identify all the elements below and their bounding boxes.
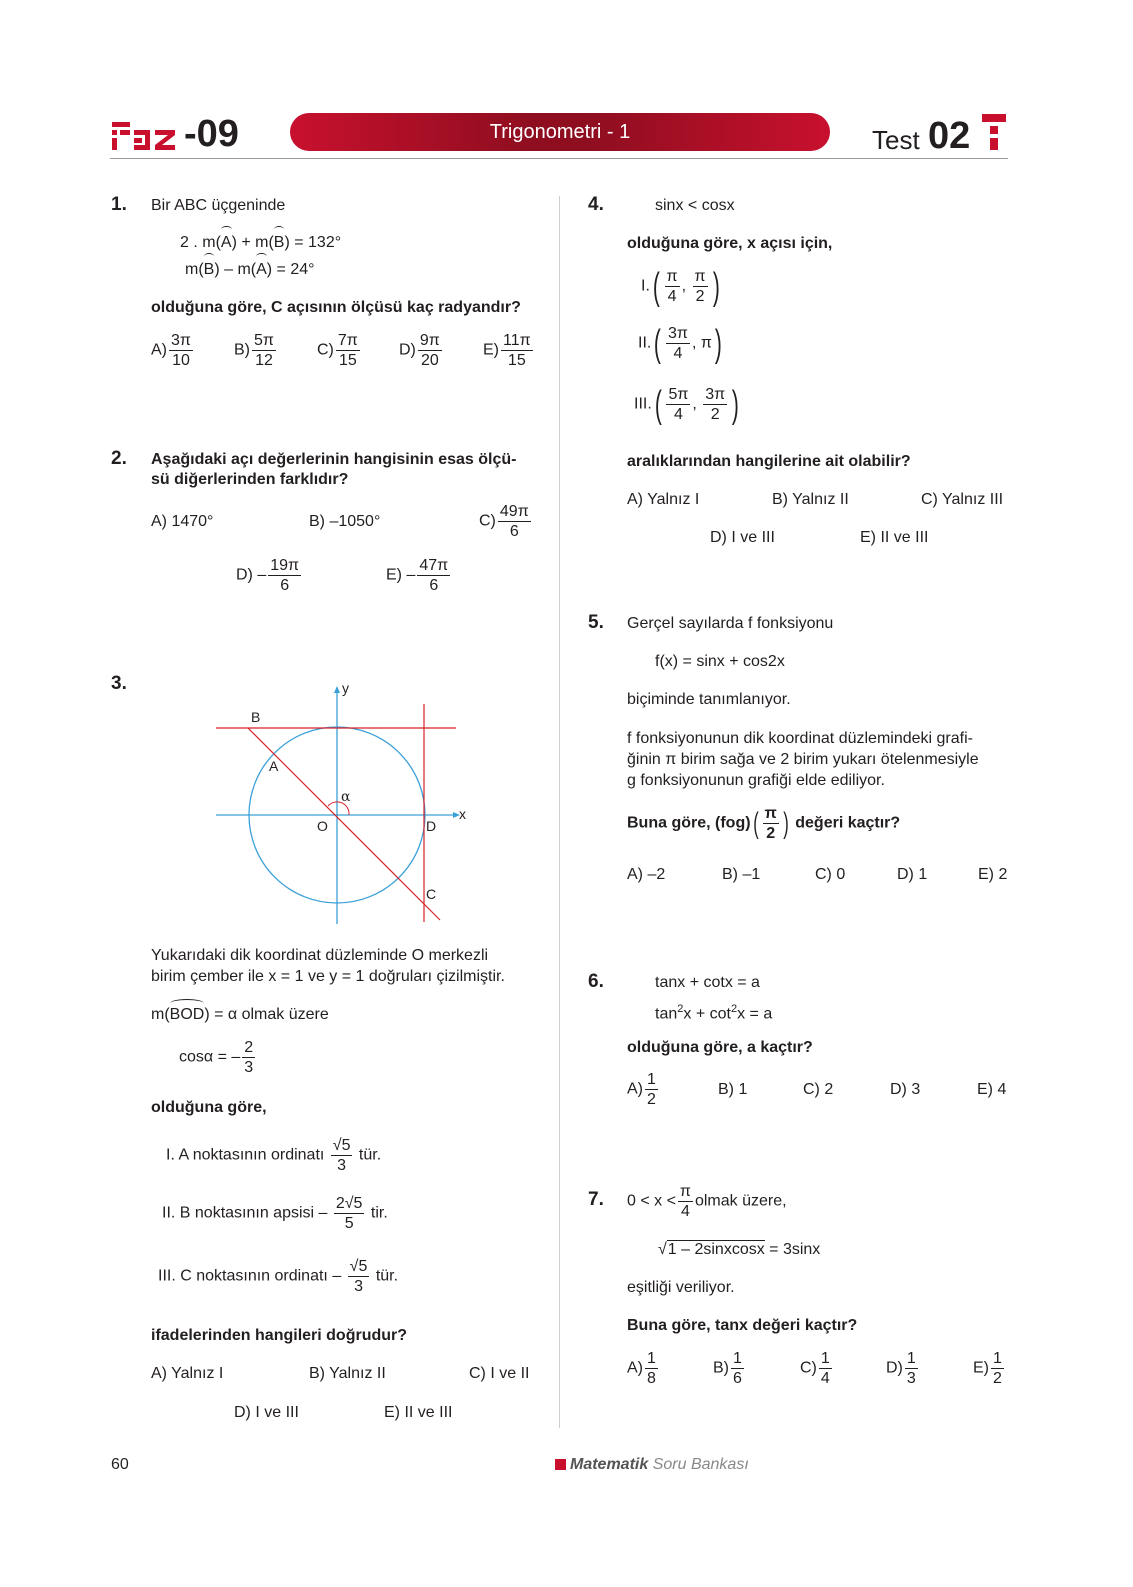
q7-option-a[interactable]: A) $\frac{1}{8}$ xyxy=(627,1350,656,1387)
q7-option-e[interactable]: E) $\frac{1}{2}$ xyxy=(973,1350,1002,1387)
point-c-label: C xyxy=(426,886,437,902)
q3-given: olduğuna göre, xyxy=(151,1099,267,1116)
q4-interval-1: I.( $\frac{\pi}{4}$ , $\frac{\pi}{2}$ ) xyxy=(641,265,720,308)
question-number-3: 3. xyxy=(111,673,127,694)
q6-question: olduğuna göre, a kaçtır? xyxy=(627,1039,813,1056)
q6-option-a[interactable]: A) $\frac{1}{2}$ xyxy=(627,1071,656,1108)
q7-options xyxy=(627,1349,1012,1395)
title-banner xyxy=(290,113,830,151)
q7-option-b[interactable]: B) $\frac{1}{6}$ xyxy=(713,1350,742,1387)
page-number: 60 xyxy=(111,1456,129,1473)
q3-angle-definition: m(BOD) = α olmak üzere xyxy=(151,1006,329,1023)
q1-option-d[interactable]: D) $\frac{9\pi}{20}$ xyxy=(399,332,440,369)
q3-text-line-1: Yukarıdaki dik koordinat düzleminde O merkezli xyxy=(151,947,489,964)
footer-book-name: Soru Bankası xyxy=(652,1456,749,1473)
q6-equation-2: $\tan^2x + \cot^2x = a$ xyxy=(655,1003,773,1023)
point-a-label: A xyxy=(269,758,279,774)
unit-circle-diagram xyxy=(210,676,480,926)
q3-option-d[interactable]: D) I ve III xyxy=(234,1404,299,1421)
q6-option-d[interactable]: D) 3 xyxy=(890,1081,921,1098)
footer-book xyxy=(555,1455,749,1475)
question-number-5: 5. xyxy=(588,612,604,633)
q3-text-line-2: birim çember ile x = 1 ve y = 1 doğruları çizilmiştir. xyxy=(151,968,505,985)
test-label: Test xyxy=(872,125,920,155)
q4-interval-3: III.( $\frac{5\pi}{4}$ , $\frac{3\pi}{2}$ ) xyxy=(634,383,740,426)
faz-logo-mark xyxy=(110,114,180,154)
q3-statement-1: I. A noktasının ordinatı $\frac{√5}{3}$ tür. xyxy=(166,1137,382,1174)
q3-option-a[interactable]: A) Yalnız I xyxy=(151,1365,224,1382)
question-number-2: 2. xyxy=(111,448,127,469)
point-b-label: B xyxy=(251,709,261,725)
q5-intro: Gerçel sayılarda f fonksiyonu xyxy=(627,615,834,632)
header xyxy=(110,108,1010,164)
q5-option-e[interactable]: E) 2 xyxy=(978,866,1008,883)
header-rule xyxy=(110,158,1008,159)
y-axis-arrow-icon xyxy=(334,686,340,693)
q2-question-line-2: sü diğerlerinden farklıdır? xyxy=(151,471,349,488)
alpha-label: α xyxy=(341,789,351,805)
test-logo-mark xyxy=(982,112,1008,152)
q5-defined: biçiminde tanımlanıyor. xyxy=(627,691,791,708)
q1-options xyxy=(151,331,536,377)
q5-paragraph-line-2: ğinin π birim sağa ve 2 birim yukarı ötelenmesiyle xyxy=(627,751,979,768)
q7-question: Buna göre, tanx değeri kaçtır? xyxy=(627,1317,858,1334)
q5-option-a[interactable]: A) –2 xyxy=(627,866,666,883)
q1-intro: Bir ABC üçgeninde xyxy=(151,197,286,214)
q3-option-b[interactable]: B) Yalnız II xyxy=(309,1365,386,1382)
q7-given: eşitliği veriliyor. xyxy=(627,1279,735,1296)
diagonal-line xyxy=(248,728,440,920)
chapter-number: -09 xyxy=(184,113,239,155)
question-number-1: 1. xyxy=(111,194,127,215)
q4-given: olduğuna göre, x açısı için, xyxy=(627,235,833,252)
q7-option-d[interactable]: D) $\frac{1}{3}$ xyxy=(886,1350,916,1387)
q1-option-b[interactable]: B) $\frac{5\pi}{12}$ xyxy=(234,332,274,369)
point-o-label: O xyxy=(317,818,328,834)
q7-equation: √1 – 2sinxcosx = 3sinx xyxy=(658,1241,821,1258)
x-axis-label: x xyxy=(459,806,466,822)
q6-option-c[interactable]: C) 2 xyxy=(803,1081,834,1098)
q2-question-line-1: Aşağıdaki açı değerlerinin hangisinin esas ölçü- xyxy=(151,451,517,468)
q4-option-b[interactable]: B) Yalnız II xyxy=(772,491,849,508)
test-number: 02 xyxy=(928,115,971,157)
page-title: Trigonometri - 1 xyxy=(489,121,631,143)
q4-option-c[interactable]: C) Yalnız III xyxy=(921,491,1004,508)
q4-inequality: sinx < cosx xyxy=(655,197,735,214)
q4-interval-2: II.( $\frac{3\pi}{4}$ , π) xyxy=(638,322,722,365)
q5-paragraph-line-1: f fonksiyonunun dik koordinat düzlemindeki grafi- xyxy=(627,730,973,747)
q4-option-a[interactable]: A) Yalnız I xyxy=(627,491,700,508)
q2-option-d[interactable]: D) – $\frac{19\pi}{6}$ xyxy=(236,557,300,594)
q7-option-c[interactable]: C) $\frac{1}{4}$ xyxy=(800,1350,830,1387)
q3-statement-3: III. C noktasının ordinatı – $\frac{√5}{3}$ tür. xyxy=(158,1258,399,1295)
q2-option-b[interactable]: B) –1050° xyxy=(309,513,381,530)
column-divider xyxy=(559,196,560,1428)
q5-paragraph-line-3: g fonksiyonunun grafiği elde ediliyor. xyxy=(627,772,885,789)
footer-subject: Matematik xyxy=(570,1456,649,1473)
q4-option-e[interactable]: E) II ve III xyxy=(860,529,929,546)
q7-condition: 0 < x < $\frac{\pi}{4}$ olmak üzere, xyxy=(627,1183,787,1220)
q5-option-b[interactable]: B) –1 xyxy=(722,866,761,883)
q1-option-c[interactable]: C) $\frac{7\pi}{15}$ xyxy=(317,332,358,369)
q6-equation-1: tanx + cotx = a xyxy=(655,974,760,991)
q6-option-e[interactable]: E) 4 xyxy=(977,1081,1007,1098)
q1-equation-2: m(B) – m(A) = 24° xyxy=(185,261,315,278)
y-axis-label: y xyxy=(342,680,349,696)
q2-option-c[interactable]: C) $\frac{49\pi}{6}$ xyxy=(479,503,529,540)
q3-question: ifadelerinden hangileri doğrudur? xyxy=(151,1327,408,1344)
point-d-label: D xyxy=(426,818,437,834)
question-number-6: 6. xyxy=(588,971,604,992)
q6-option-b[interactable]: B) 1 xyxy=(718,1081,748,1098)
q5-function: f(x) = sinx + cos2x xyxy=(655,653,785,670)
q2-option-e[interactable]: E) – $\frac{47\pi}{6}$ xyxy=(386,557,449,594)
q3-option-c[interactable]: C) I ve II xyxy=(469,1365,530,1382)
q4-option-d[interactable]: D) I ve III xyxy=(710,529,775,546)
q3-statement-2: II. B noktasının apsisi – $\frac{2√5}{5}$ tir. xyxy=(162,1195,388,1232)
q1-question: olduğuna göre, C açısının ölçüsü kaç radyandır? xyxy=(151,299,521,316)
q1-equation-1: 2 . m(A) + m(B) = 132° xyxy=(180,234,342,251)
question-number-4: 4. xyxy=(588,194,604,215)
q1-option-e[interactable]: E) $\frac{11\pi}{15}$ xyxy=(483,332,531,369)
q4-question: aralıklarından hangilerine ait olabilir? xyxy=(627,453,911,470)
q1-option-a[interactable]: A) $\frac{3\pi}{10}$ xyxy=(151,332,191,369)
footer-square-icon xyxy=(555,1459,566,1470)
q5-option-c[interactable]: C) 0 xyxy=(815,866,846,883)
q2-option-a[interactable]: A) 1470° xyxy=(151,513,214,530)
q3-cos-value: cosα = – $\frac{2}{3}$ xyxy=(179,1039,254,1076)
q5-option-d[interactable]: D) 1 xyxy=(897,866,928,883)
q3-option-e[interactable]: E) II ve III xyxy=(384,1404,453,1421)
q5-question: Buna göre, (fog)( $\frac{\pi}{2}$ ) değeri kaçtır? xyxy=(627,805,901,842)
question-number-7: 7. xyxy=(588,1189,604,1210)
faz-logo xyxy=(110,114,180,154)
